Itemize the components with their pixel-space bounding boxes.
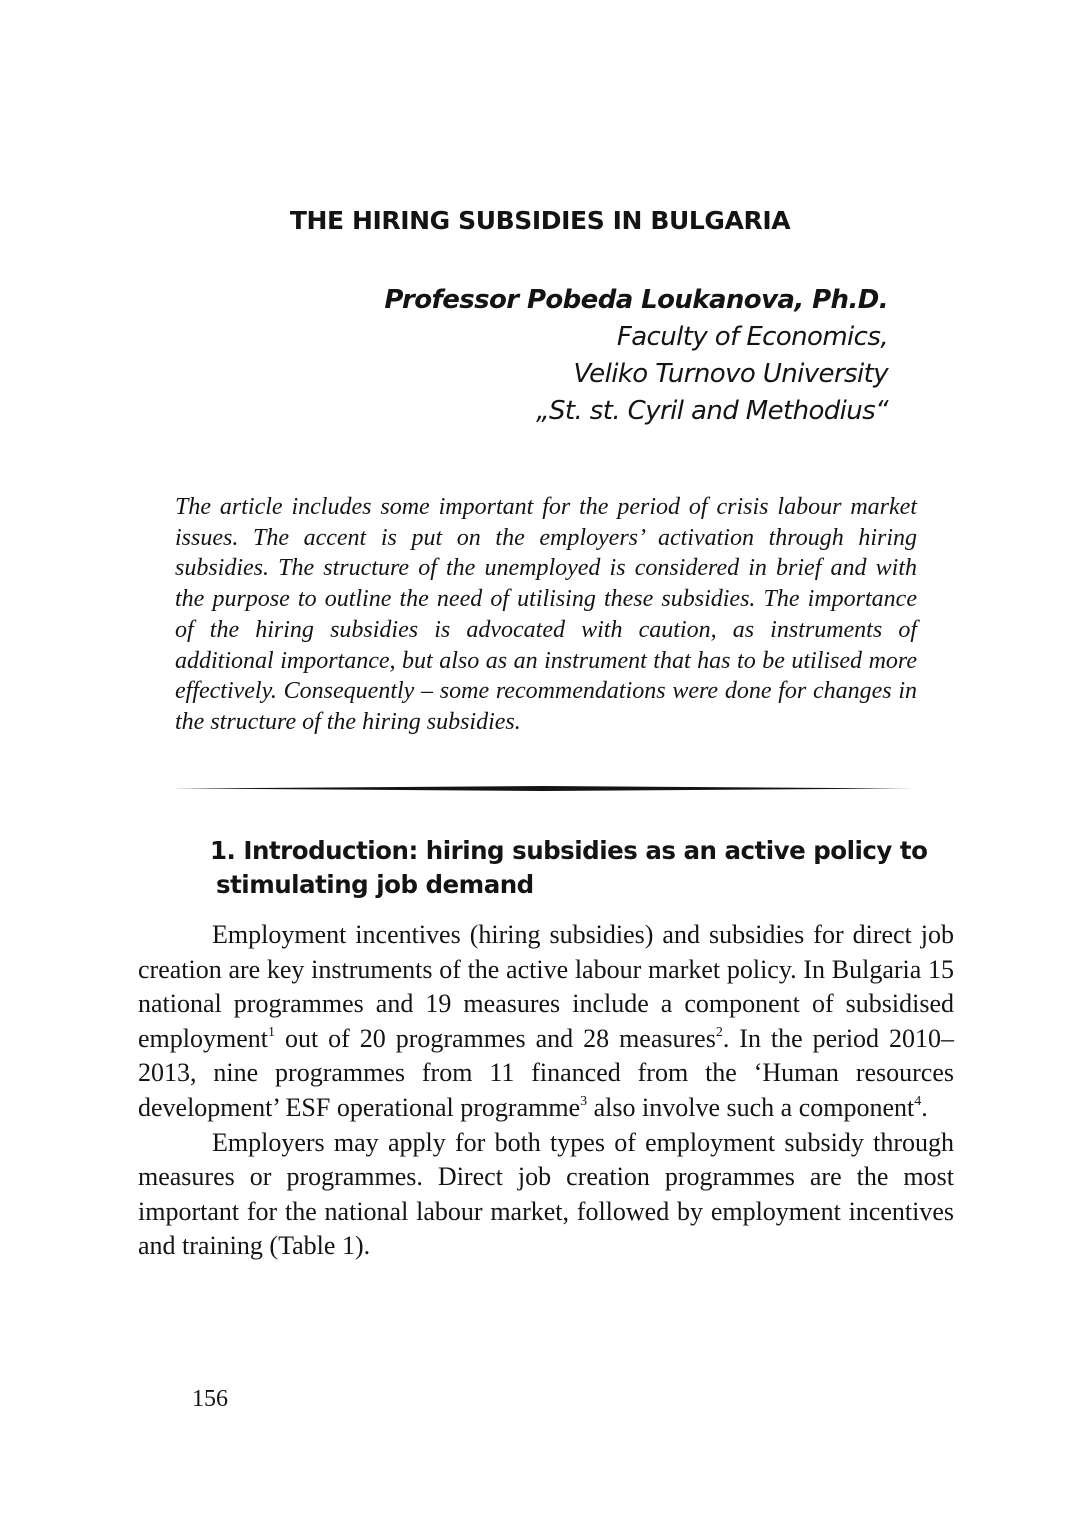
section-heading-line1: 1. Introduction: hiring subsidies as an active policy to [210,836,928,865]
article-title: THE HIRING SUBSIDIES IN BULGARIA [289,206,791,235]
paragraph-text: . In the period 2010–2013, nine programmes from 11 financed from the ‘Human resources development’ ESF operational programme [138,1023,955,1122]
paragraph-text: . [921,1092,928,1122]
author-block [288,282,888,430]
affiliation-line: „St. st. Cyril and Methodius“ [536,396,888,426]
paragraph-text: also involve such a component [587,1092,915,1122]
paragraph-text: Employment incentives (hiring subsidies) and subsidies for direct job creation are key instruments of the active labour market policy. In Bulgaria 15 national programmes and 19 measures include a component of subsidised employment [138,920,954,1053]
abstract: The article includes some important for the period of crisis labour market issues. The accent is put on the employers’ activation through hiring subsidies. The structure of the unemployed is considered in brief and with the purpose to outline the need of utilising these subsidies. The importance of the hiring subsidies is advocated with caution, as instruments of additional importance, but also as an instrument that has to be utilised more effectively. Consequently – some recommendations were done for changes in the structure of the hiring subsidies. [175,494,917,735]
footnote-ref: 4 [914,1093,922,1109]
affiliation-line: Veliko Turnovo University [573,359,888,389]
footnote-ref: 2 [715,1024,723,1040]
paragraph [138,918,954,1126]
body-text [138,918,954,1264]
affiliation-line: Faculty of Economics, [616,322,888,352]
author-name: Professor Pobeda Loukanova, Ph.D. [384,285,888,315]
abstract-divider [172,786,914,791]
footnote-ref: 1 [267,1024,275,1040]
footnote-ref: 3 [580,1093,588,1109]
section-heading-line2: stimulating job demand [216,870,534,899]
paragraph-text: out of 20 programmes and 28 measures [274,1023,716,1053]
paragraph: Employers may apply for both types of employment subsidy through measures or programmes. Direct job creation programmes are the most important for the national labour market, followed by employment incentives and training (Table 1). [138,1127,954,1261]
section-heading [210,834,930,902]
page-number: 156 [192,1386,228,1412]
